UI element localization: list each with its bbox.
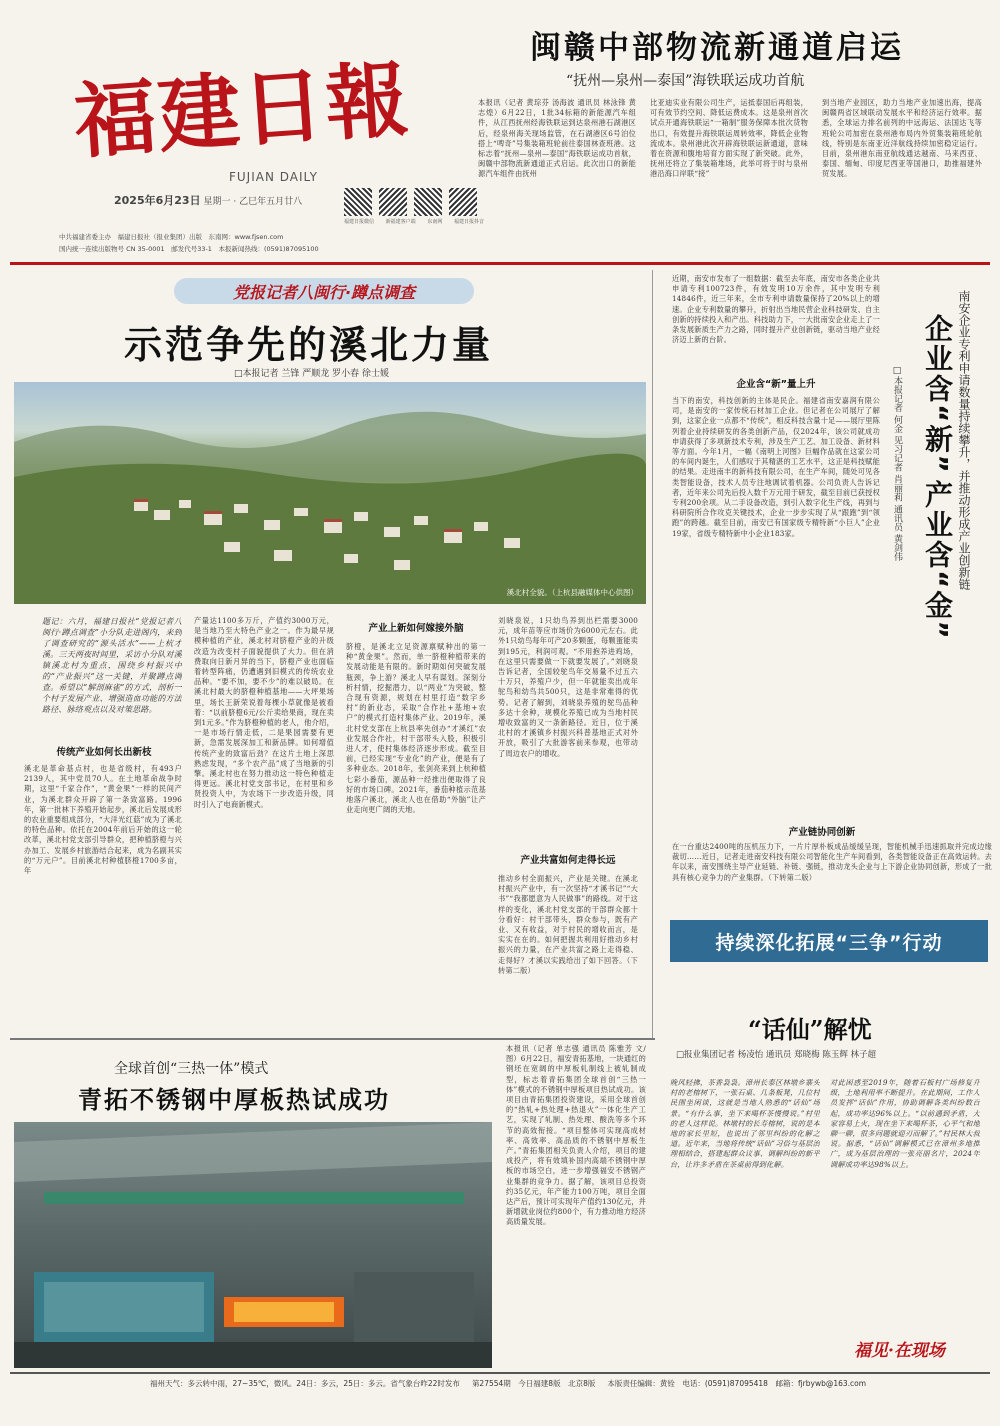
- steel-story: [14, 1044, 646, 1369]
- footer-rule: [10, 1372, 990, 1374]
- right-headline-b[interactable]: 产业含“金”: [921, 480, 954, 641]
- huaxian-col-2: 对此困惑至2019年，随着石板村广场修复升级，土地利用率不断提升。在此期间，工作人员发挥“话仙”作用，协助调解各类纠纷数百起，成功率达96%以上。“以前遇到矛盾，大家容易上火，现在坐下来喝杯茶，心平气和地聊一聊，很多问题就迎刃而解了。”村民林大叔说。据悉，“话仙”调解模式已在漳州多地推广，成为基层治理的一张亮丽名片，2024年调解成功率达98%以上。: [830, 1078, 980, 1169]
- right-body-2: 在一台重达2400吨的压机压力下，一片片厚朴板成品缓缓呈现，智能机械手迅速抓取并完成边缘裁切……近日，记者走进南安科技有限公司智能化生产车间看到，各类智能设备正在高效运转。去年以来，南安围绕主导产业延链、补链、强链，推动龙头企业与上下游企业协同创新，形成了一批具有核心竞争力的产业集群。（下转第二版）: [672, 842, 992, 882]
- photo-caption: 溪北村全貌。（上杭县融媒体中心供图）: [506, 588, 638, 597]
- section-heading-common-prosperity: 产业共富如何走得长远: [520, 855, 616, 866]
- masthead: [14, 10, 484, 260]
- huaxian-headline[interactable]: “话仙”解忧: [748, 1015, 872, 1044]
- right-kicker: 南安企业专利申请数量持续攀升，并推动形成产业创新链: [957, 290, 971, 590]
- right-body-1: 当下的南安，科技创新的主体是民企。福建省南安嘉润有限公司，是南安的一家传统石材加工企业。但记者在公司展厅了解到，这家企业一点都不“传统”，相反科技含量十足——展厅里陈列着企业持续研发的各类创新产品，仅2024年，该公司就成功申请获得了多项新技术专利，涉及生产工艺、加工设备、新材料等方面。今年1月，一幅《南明上河图》巨幅作品就在这家公司的车间内诞生，人们感叹于其精湛的工艺水平，这正是科技赋能的结果。走进南丰的新科技有限公司，在生产车间，随处可见各类智能设备，技术人员专注地调试着机器。公司负责人告诉记者，近年来公司先后投入数千万元用于研发，截至目前已获授权专利200余项。从二手设备改造，到引入数字化生产线，再到与科研院所合作攻克关键技术，企业一步步实现了从“跟跑”到“领跑”的跨越。截至目前，南安已有国家级专精特新“小巨人”企业19家，省级专精特新中小企业183家。: [672, 396, 880, 538]
- masthead-english: FUJIAN DAILY: [229, 170, 318, 184]
- footer: [150, 1378, 990, 1389]
- sponsor-line: 中共福建省委主办 福建日报社（报业集团）出版 东南网：www.fjsen.com: [59, 233, 284, 241]
- feature-col-1: 溪北是革命基点村，也是省级村，有493户2139人，其中党员70人。在土地革命战争时期，这里“千家合作”，“黄金果”一样的民间产业，为溪北群众开辟了第一条致富路。1996年，第一批林下养殖开始起步，溪北后发展成形的农业重要组成部分，“大洋光红菇”成为了溪北的特色品种。依托在2004年前后开始的这一轮改革，溪北村党支部引导群众，把种植脐橙与兴办加工、发展乡村旅游结合起来，成为名副其实的“万元户”。目前溪北村种植脐橙1700多亩，年: [24, 764, 182, 876]
- masthead-rule: [10, 262, 990, 265]
- column-divider: [652, 270, 653, 1040]
- qr-label: 福建日报抖音: [453, 219, 484, 225]
- top-subhead: “抚州—泉州—泰国”海铁联运成功首航: [566, 73, 805, 89]
- top-col-2: 比亚迪实业有限公司生产，运抵泰国后再组装，可有效节约空间、降低运费成本。这是泉州首次试点开通海铁联运“一箱制”服务保障本批次货物出口，有效提升海铁联运周转效率，降低企业物流成本。泉州港此次开辟海铁联运新通道，意味着在资源和腹地培育方面实现了新突破。此外，抚州还将立了集装箱堆场，此举可将于时与泉州港沿海口岸联“接”: [650, 98, 808, 179]
- top-col-1: 本报讯（记者 黄琮芬 汤海波 通讯员 林泳锋 黄志煌）6月22日，1批34标箱的新能源汽车组件，从江西抚州经海铁联运到达泉州港石湖港区后，经泉州海关现场监管，在石湖港区6号泊位搭上“啤奇”号集装箱班轮前往泰国林查班港。这标志着“抚州—泉州—泰国”海铁联运成功首航，闽赣中部物流新通道正式启运。此次出口的新能源汽车组件由抚州: [478, 98, 636, 179]
- huaxian-byline: □报业集团记者 杨凌怡 通讯员 郑晓梅 陈玉辉 林子超: [676, 1050, 877, 1060]
- section-heading-traditional: 传统产业如何长出新枝: [56, 747, 152, 758]
- steel-headline[interactable]: 青拓不锈钢中厚板热试成功: [78, 1086, 390, 1114]
- section-heading-new: 企业含“新”量上升: [736, 379, 816, 390]
- feature-headline[interactable]: 示范争先的溪北力量: [124, 323, 494, 367]
- section-rule: [10, 1038, 655, 1040]
- code-line: 国内统一连续出版物号 CN 35-0001 邮发代号33-1 本报新闻热线：(0591)87095100: [59, 245, 319, 253]
- qr-code-3[interactable]: [414, 188, 442, 216]
- on-site-logo: 福见·在现场: [854, 1341, 945, 1361]
- masthead-date: 2025年6月23日 星期一 · 乙巳年五月廿八: [114, 194, 303, 207]
- right-byline: □本报记者 何金 见习记者 肖丽莉 通讯员 黄剑伟: [892, 366, 902, 562]
- section-heading-grafting: 产业上新如何嫁接外脑: [368, 623, 464, 634]
- village-photo-art: [14, 382, 646, 604]
- right-feature: [658, 270, 990, 910]
- feature-col-2: 产量达1100多万斤，产值约3000万元，是当地乃至大特色产业之一。作为最早规模种植的产业，溪北村对脐橙产业的升级改造为改变村子面貌提供了大力。但在消费取向日新月异的当下，脐橙产业也面临着转型阵痛，仍遭遇到旧模式的传统农业品种。“要不加，要不少”的难以破局。在溪北村最大的脐橙种植基地——大坪果场里，场长王新荣说着每棵小草就像是被看着：“以前脐橙6元/公斤卖给果商，现在卖到1元多。”作为脐橙种植的老人，他介绍，一是市场行情走低，二是果园需要有更新，急需发展深加工和新品牌。如何增值传统产业的致富后劲？在这片土地上深思熟虑发现，“多个农产品”成了当地新的引擎。溪北村也在努力推动这一特色种植走得更远。溪北村党支部书记，在村里和乡贤投资人中，为农场下一步改造升级，同时引入了电商新模式。: [194, 616, 334, 809]
- top-headline[interactable]: 闽赣中部物流新通道启运: [530, 30, 904, 66]
- right-intro: 近期，南安市发布了一组数据：截至去年底，南安市各类企业共申请专利100723件，有效发明10万余件，其中发明专利14846件，近三年来，全市专利申请数量保持了20%以上的增速。企业专利数量的攀升，折射出当地民营企业科技研发、自主创新的持续投入和产出。科技助力下，一大批南安企业走上了一条发展新质生产力之路，同时提升产业创新链，驱动当地产业经济迈上新的台阶。: [672, 274, 880, 345]
- top-story: [478, 8, 988, 258]
- qr-codes: [344, 188, 484, 238]
- campaign-banner-text: 持续深化拓展“三争”行动: [715, 932, 943, 954]
- footer-editor: 本版责任编辑：黄铨 电话：(0591)87095418 邮箱：fjrbywb@163.com: [607, 1379, 867, 1388]
- steel-body: 本报讯（记者 单志强 通讯员 陈雅芳 文/图）6月22日，福安青拓基地，一块通红的钢坯在宽阔的中厚板轧制线上被轧制成型，标志着青拓集团全球首创“三热一体”模式的不锈钢中厚板项目热试成功。该项目由青拓集团投资建设，采用全球首创的“热轧+热处理+热退火”一体化生产工艺，实现了轧制、热处理、酸洗等多个环节的高效衔接。“项目整体可实现高成材率、高效率、高品质的不锈钢中厚板生产。”青拓集团相关负责人介绍，项目的建成投产，将有效填补国内高端不锈钢中厚板的市场空白，进一步增强福安不锈钢产业集群的竞争力。据了解，该项目总投资约35亿元，年产能力100万吨，项目全面达产后，预计可实现年产值约130亿元，并新增就业岗位约800个，有力推动地方经济高质量发展。: [506, 1044, 646, 1227]
- section-heading-chain: 产业链协同创新: [788, 827, 856, 838]
- right-headline-a[interactable]: 企业含“新”: [921, 314, 954, 475]
- masthead-title: 福建日報: [71, 51, 413, 171]
- steel-photo[interactable]: [14, 1122, 492, 1368]
- qr-label: 东南网: [427, 219, 443, 225]
- steel-photo-art: [14, 1122, 492, 1368]
- feature-col-4: 刘晓泉说，1只幼鸟养到出栏需要3000元，成年苗等应市场价为6000元左右。此外1只幼鸟每年可产20多颗蛋，每颗蛋能卖到195元，利润可观。“不用抱养进鸡场，在这里只需要做一下就要发展了。”刘晓泉告诉记者，全国较鸵鸟年交易量不过五六十万只，养殖户少，但一年就能卖出成年鸵鸟和幼鸟共500只，这是非常难得的优势。记者了解到，刘晓泉养殖的鸵鸟品种多达十余种，规模化养殖已成为当地村民增收致富的又一条新路径。近日，位于溪北村的才溪镇乡村振兴科普基地正式对外开放，吸引了大批游客前来参观，也带动了周边农户的增收。: [498, 616, 638, 758]
- steel-kicker: 全球首创“三热一体”模式: [114, 1061, 269, 1077]
- footer-weather: 福州天气：多云转中雨，27~35℃，微风。24日：多云，25日：多云。省气象台昨22时发布: [150, 1379, 460, 1388]
- campaign-banner[interactable]: [670, 920, 988, 962]
- weekday: 星期一: [203, 197, 231, 207]
- lunar-date: 乙巳年五月廿八: [239, 197, 303, 207]
- qr-label: 新福建客户端: [385, 219, 416, 225]
- feature-byline: □本报记者 兰锋 严顺龙 罗小春 徐士媛: [234, 369, 389, 379]
- issue-date: 2025年6月23日: [114, 194, 201, 207]
- left-feature: [14, 270, 646, 1030]
- feature-col-3: 脐橙，是溪北立足资源禀赋种出的第一种“黄金果”。然而，单一脐橙种植带来的发展动能是有限的。新时期如何突破发展瓶颈，争上游？溪北人早有谋划。深刻分析村情，挖掘潜力，以“两业”为突破，整合现有资源，规划在村里打造“数字乡村”的新业态，采取“合作社+基地+农户”的模式打造村集体产业。2019年，溪北村党支部在上杭县率先创办“才溪红”农业发展合作社，村干部带头入股，积极引进人才，使村集体经济逐步形成。截至目前，已经实现“专业化”的产业，便是有了多种业态。2018年，张剑亮来到上杭种植七彩小番茄，源品种一经推出便取得了良好的市场口碑。2021年，番茄种植示范基地落户溪北，溪北人也在借助“外脑”让产业走向更广阔的天地。: [346, 642, 486, 815]
- qr-label: 福建日报微信: [344, 219, 375, 225]
- footer-issue: 第27554期 今日福建8版 北京8版: [471, 1379, 596, 1388]
- huaxian-col-1: 晚风轻拂，茶香袅袅。漳州长泰区林墩乡寨头村的老榕树下，一张石桌、几条板凳，几位村民围坐闲谈，这就是当地人熟悉的“话仙”场景。“有什么事，坐下来喝杯茶慢慢说。”村里的老人这样说。林墩村的长寿榕树，说的是本地的家长里短，也说出了邻里纠纷的化解之道。近年来，当地将传统“话仙”习俗与基层治理相结合，搭建起群众议事、调解纠纷的新平台，让许多矛盾在茶桌前得到化解。: [670, 1078, 820, 1169]
- feature-intro: 题记：六月，福建日报社“党报记者八闽行·蹲点调查”小分队走进阁内，来到了调查研究的“源头活水”——上杭才溪。三天两夜时间里，采访小分队对溪镇溪北村为重点，围绕乡村振兴中的“产业振兴”这一关键，并聚蹲点调查。希望以“解剖麻雀”的方式，剖析一个村子发展产业、增强造血功能的方法路径、脉络观点以及对策思路。: [42, 617, 182, 714]
- top-col-3: 到当地产业园区，助力当地产业加速出海，提高闽赣两省区域联动发展水平和经济运行效率。据悉，全球运力排名前列的中远海运、法国达飞等班轮公司加密在泉州港布局内外贸集装箱班轮航线，特别是东南亚近洋航线持续加密稳定运行。目前，泉州港东南亚航线通达越南、马来西亚、泰国、缅甸、印度尼西亚等国港口，助推福建外贸发展。: [822, 98, 982, 179]
- qr-code-1[interactable]: [344, 188, 372, 216]
- qr-code-2[interactable]: [379, 188, 407, 216]
- feature-col-5: 推动乡村全面振兴，产业是关键。在溪北村振兴产业中，有一次坚持“才溪书记”“大书”“我都愿意为人民做事”的路线。对于这样的变化，溪北村党支部的干部群众都十分看好：村干部带头，群众参与，既有产业、又有收益，对于村民的增收而言，是实实在在的。如何把握共利用好推动乡村振兴的力量，在产业共富之路上走得稳、走得好？才溪以实践给出了如下回答。（下转第二版）: [498, 874, 638, 975]
- huaxian-story: [658, 1000, 990, 1370]
- qr-code-4[interactable]: [449, 188, 477, 216]
- village-photo[interactable]: [14, 382, 646, 604]
- feature-banner: 党报记者八闽行·蹲点调查: [232, 283, 416, 302]
